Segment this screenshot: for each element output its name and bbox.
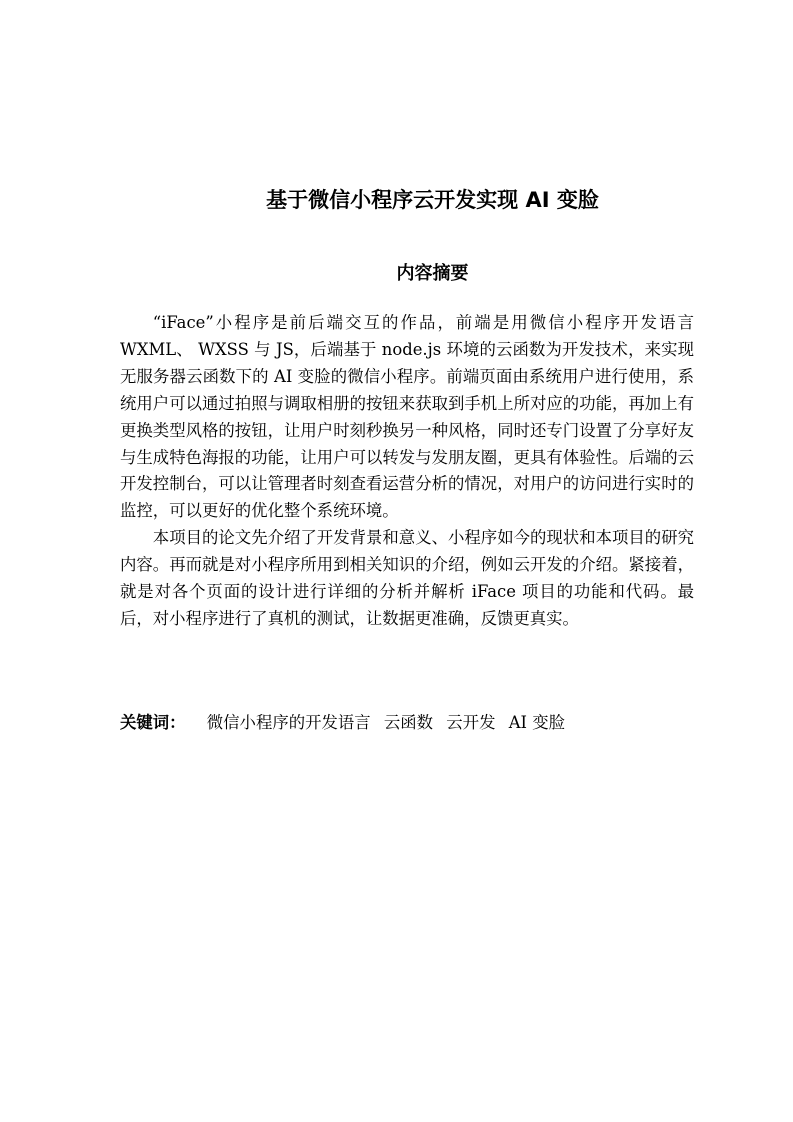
abstract-body <box>120 310 694 633</box>
abstract-heading: 内容摘要 <box>396 263 469 284</box>
keyword-item: 微信小程序的开发语言 <box>206 713 371 732</box>
keywords-label: 关键词： <box>120 713 186 732</box>
keyword-item: AI 变脸 <box>508 713 565 732</box>
keyword-item: 云函数 <box>383 713 434 732</box>
abstract-paragraph-2: 本项目的论文先介绍了开发背景和意义、小程序如今的现状和本项目的研究内容。再而就是对小程序所用到相关知识的介绍，例如云开发的介绍。紧接着，就是对各个页面的设计进行详细的分析并解析 iFace 项目的功能和代码。最后，对小程序进行了真机的测试，让数据更准确，反馈更真实。 <box>120 528 694 628</box>
keyword-item: 云开发 <box>446 713 496 732</box>
keywords-line <box>120 710 694 736</box>
abstract-paragraph-1: “iFace”小程序是前后端交互的作品，前端是用微信小程序开发语言 WXML、 WXSS 与 JS，后端基于 node.js 环境的云函数为开发技术，来实现无服务器云函数下的 AI 变脸的微信小程序。前端页面由系统用户进行使用，系统用户可以通过拍照与调取相册的按钮来获取到手机上所对应的功能，再加上有更换类型风格的按钮，让用户时刻秒换另一种风格，同时还专门设置了分享好友与生成特色海报的功能，让用户可以转发与发朋友圈，更具有体验性。后端的云开发控制台，可以让管理者时刻查看运营分析的情况，对用户的访问进行实时的监控，可以更好的优化整个系统环境。 <box>120 313 694 521</box>
document-title: 基于微信小程序云开发实现 AI 变脸 <box>266 188 599 212</box>
